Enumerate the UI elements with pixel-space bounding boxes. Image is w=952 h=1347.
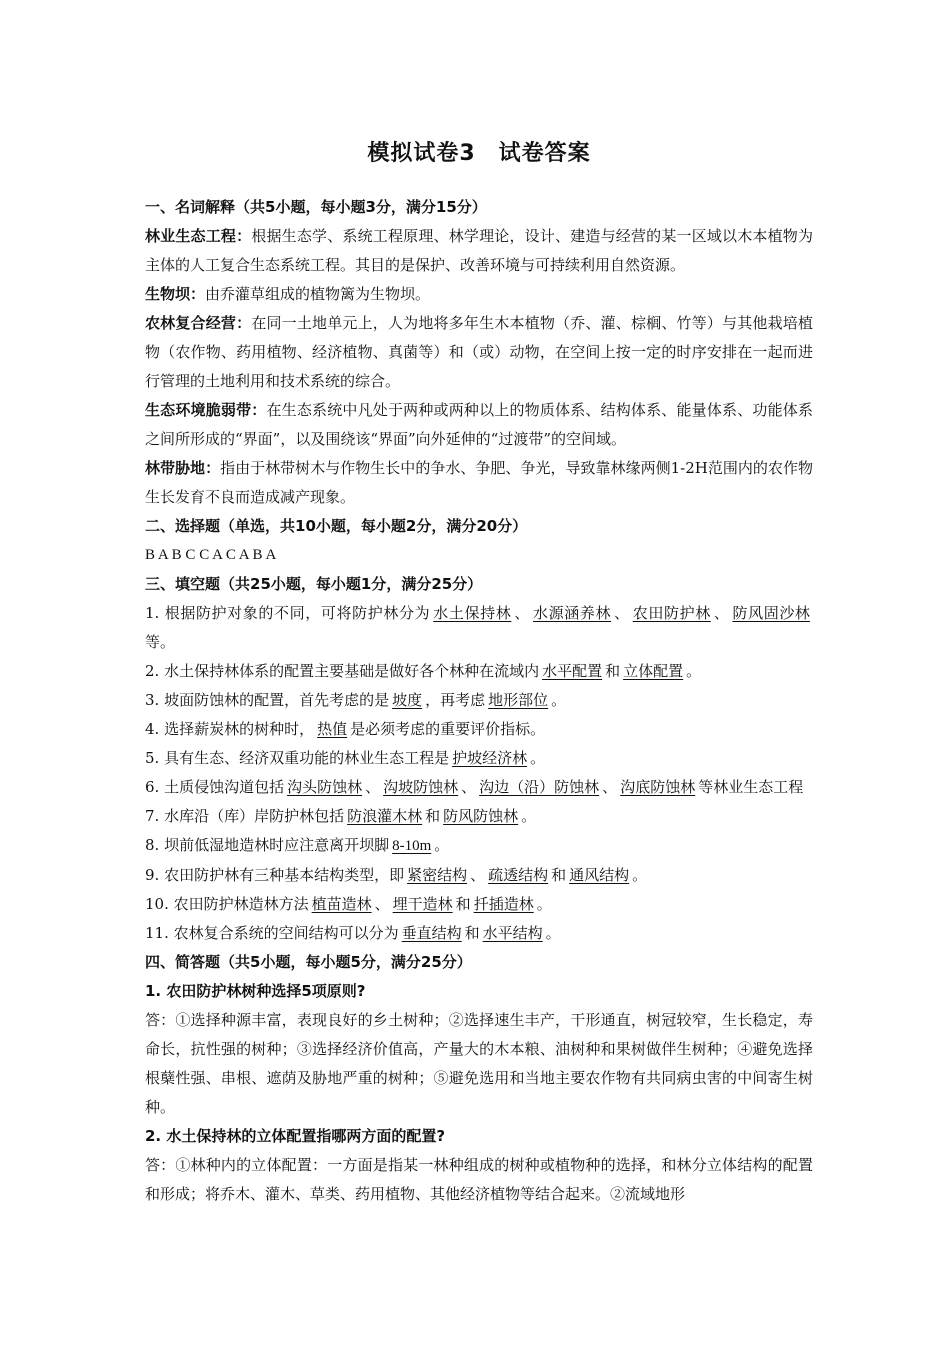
fill-question-5 [145, 744, 813, 773]
fill-question-8 [145, 831, 813, 861]
fill-question-1 [145, 599, 813, 657]
definition-text: 在生态系统中凡处于两种或两种以上的物质体系、结构体系、能量体系、功能体系之间所形成的“界面”，以及围绕该“界面”向外延伸的“过渡带”的空间域。 [145, 401, 813, 448]
question-text: 2. 水土保持林体系的配置主要基础是做好各个林种在流域内 [145, 662, 540, 680]
fill-question-10 [145, 890, 813, 919]
question-text: 和 [464, 924, 480, 942]
answer-blank: 8-10m [392, 838, 432, 854]
section-4-heading: 四、简答题（共5小题，每小题5分，满分25分） [145, 953, 472, 971]
section-3-heading: 三、填空题（共25小题，每小题1分，满分25分） [145, 575, 483, 593]
answer-blank: 水土保持林 [433, 604, 512, 622]
answer-blank: 通风结构 [569, 866, 630, 884]
question-text: 11. 农林复合系统的空间结构可以分为 [145, 924, 399, 942]
short-answer-1: 答：①选择种源丰富，表现良好的乡土树种；②选择速生丰产，干形通直，树冠较窄，生长稳定，寿命长，抗性强的树种；③选择经济价值高，产量大的木本粮、油树种和果树做伴生树种；④避免选择根蘖性强、串根、遮荫及胁地严重的树种；⑤避免选用和当地主要农作物有共同病虫害的中间寄生树种。 [145, 1011, 813, 1116]
answer-blank: 水平配置 [542, 662, 603, 680]
question-text: 5. 具有生态、经济双重功能的林业生态工程是 [145, 749, 450, 767]
fill-question-4 [145, 715, 813, 744]
question-text: 和 [425, 807, 441, 825]
answer-blank: 水源涵养林 [532, 604, 612, 622]
question-text: 4. 选择薪炭林的树种时， [145, 720, 315, 738]
question-text: 8. 坝前低湿地造林时应注意离开坝脚 [145, 836, 390, 854]
question-text: 。 [632, 866, 648, 884]
question-text: 3. 坡面防蚀林的配置，首先考虑的是 [145, 691, 390, 709]
section-1-heading: 一、名词解释（共5小题，每小题3分，满分15分） [145, 198, 487, 216]
answer-content [145, 193, 813, 1209]
short-question-1: 1. 农田防护林树种选择5项原则? [145, 982, 366, 1000]
definition-text: 根据生态学、系统工程原理、林学理论，设计、建造与经营的某一区域以木本植物为主体的人工复合生态系统工程。其目的是保护、改善环境与可持续利用自然资源。 [145, 227, 813, 274]
answer-blank: 埋干造林 [392, 895, 453, 913]
separator: 、 [713, 604, 730, 622]
fill-question-7 [145, 802, 813, 831]
question-text: 。 [545, 924, 561, 942]
answer-blank: 疏透结构 [488, 866, 549, 884]
question-text: 等林业生态工程 [698, 778, 804, 796]
answer-blank: 热值 [317, 720, 348, 738]
question-text: ，再考虑 [425, 691, 486, 709]
fill-question-11 [145, 919, 813, 948]
answer-blank: 坡度 [392, 691, 423, 709]
definition-text: 在同一土地单元上，人为地将多年生木本植物（乔、灌、棕榈、竹等）与其他栽培植物（农作物、药用植物、经济植物、真菌等）和（或）动物，在空间上按一定的时序安排在一起而进行管理的土地利用和技术系统的综合。 [145, 314, 813, 390]
question-text: 和 [551, 866, 567, 884]
answer-blank: 地形部位 [488, 691, 549, 709]
definition-term: 生物坝： [145, 285, 206, 303]
answer-blank: 植苗造林 [311, 895, 372, 913]
answer-blank: 扦插造林 [473, 895, 534, 913]
answer-blank: 沟边（沿）防蚀林 [479, 778, 600, 796]
page-title: 模拟试卷3 试卷答案 [367, 141, 591, 166]
definition-text: 指由于林带树木与作物生长中的争水、争肥、争光，导致靠林缘两侧1-2H范围内的农作物生长发育不良而造成减产现象。 [145, 459, 813, 506]
question-text: 和 [455, 895, 471, 913]
short-answer-2: 答：①林种内的立体配置：一方面是指某一林种组成的树种或植物种的选择，和林分立体结构的配置和形成；将乔木、灌木、草类、药用植物、其他经济植物等结合起来。②流域地形 [145, 1156, 813, 1203]
section-2-heading: 二、选择题（单选，共10小题，每小题2分，满分20分） [145, 517, 528, 535]
answer-blank: 水平结构 [482, 924, 543, 942]
choice-answers: B A B C C A C A B A [145, 547, 277, 563]
question-text: 10. 农田防护林造林方法 [145, 895, 309, 913]
question-text: 等。 [145, 633, 176, 651]
definition-term: 农林复合经营： [145, 314, 252, 332]
separator: 、 [514, 604, 530, 622]
definition-term: 林业生态工程： [145, 227, 252, 245]
question-text: 。 [530, 749, 546, 767]
question-text: 是必须考虑的重要评价指标。 [350, 720, 546, 738]
question-text: 。 [521, 807, 537, 825]
definition-item [145, 454, 813, 512]
fill-question-6 [145, 773, 813, 802]
answer-blank: 立体配置 [623, 662, 684, 680]
definition-item [145, 222, 813, 280]
definition-term: 林带胁地： [145, 459, 221, 477]
separator: 、 [470, 866, 486, 884]
definition-text: 由乔灌草组成的植物篱为生物坝。 [205, 285, 431, 303]
short-question-2: 2. 水土保持林的立体配置指哪两方面的配置? [145, 1127, 446, 1145]
question-text: 。 [551, 691, 567, 709]
question-text: 1. 根据防护对象的不同，可将防护林分为 [145, 604, 431, 622]
question-text: 。 [686, 662, 702, 680]
answer-blank: 沟底防蚀林 [620, 778, 696, 796]
answer-blank: 沟头防蚀林 [287, 778, 363, 796]
definition-item [145, 309, 813, 396]
fill-question-3 [145, 686, 813, 715]
question-text: 6. 土质侵蚀沟道包括 [145, 778, 285, 796]
answer-blank: 农田防护林 [632, 604, 711, 622]
separator: 、 [461, 778, 477, 796]
answer-blank: 防风固沙林 [732, 604, 810, 622]
answer-blank: 防浪灌木林 [347, 807, 423, 825]
separator: 、 [365, 778, 381, 796]
question-text: 。 [536, 895, 552, 913]
answer-blank: 防风防蚀林 [443, 807, 519, 825]
separator: 、 [374, 895, 390, 913]
definition-term: 生态环境脆弱带： [145, 401, 267, 419]
separator: 、 [602, 778, 618, 796]
question-text: 和 [605, 662, 621, 680]
fill-question-9 [145, 861, 813, 890]
definition-item [145, 396, 813, 454]
answer-blank: 紧密结构 [407, 866, 468, 884]
question-text: 9. 农田防护林有三种基本结构类型，即 [145, 866, 405, 884]
question-text: 。 [434, 836, 450, 854]
definition-item [145, 280, 813, 309]
answer-blank: 沟坡防蚀林 [383, 778, 459, 796]
answer-blank: 垂直结构 [401, 924, 462, 942]
question-text: 7. 水库沿（库）岸防护林包括 [145, 807, 345, 825]
fill-question-2 [145, 657, 813, 686]
separator: 、 [614, 604, 630, 622]
answer-blank: 护坡经济林 [452, 749, 528, 767]
